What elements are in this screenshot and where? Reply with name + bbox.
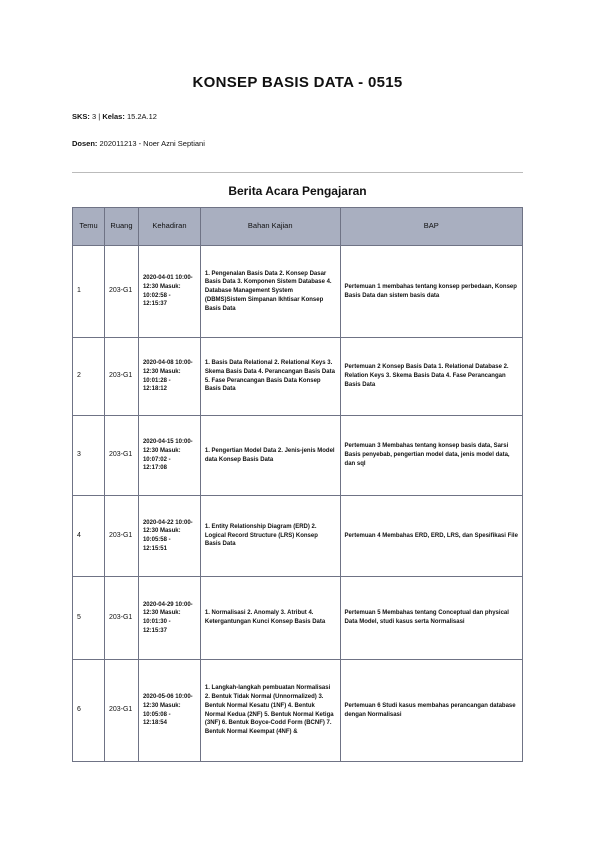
col-header-bap: BAP xyxy=(340,208,522,246)
cell-bap: Pertemuan 2 Konsep Basis Data 1. Relational Database 2. Relation Keys 3. Skema Basis Data 4. Fase Perancangan Basis Data xyxy=(340,338,522,416)
col-header-temu: Temu xyxy=(73,208,105,246)
divider xyxy=(72,172,523,173)
cell-ruang: 203-G1 xyxy=(104,338,138,416)
cell-ruang: 203-G1 xyxy=(104,577,138,660)
cell-temu: 2 xyxy=(73,338,105,416)
cell-kehadiran: 2020-04-08 10:00-12:30 Masuk: 10:01:28 - 12:18:12 xyxy=(138,338,200,416)
kelas-value: 15.2A.12 xyxy=(126,112,157,121)
col-header-bahan-kajian: Bahan Kajian xyxy=(200,208,340,246)
cell-temu: 6 xyxy=(73,660,105,762)
table-row xyxy=(73,246,523,338)
section-title: Berita Acara Pengajaran xyxy=(228,184,367,198)
cell-temu: 3 xyxy=(73,416,105,496)
table-row xyxy=(73,338,523,416)
cell-ruang: 203-G1 xyxy=(104,416,138,496)
cell-kehadiran: 2020-04-01 10:00-12:30 Masuk: 10:02:58 - 12:15:37 xyxy=(138,246,200,338)
cell-kehadiran: 2020-04-22 10:00-12:30 Masuk: 10:05:58 - 12:15:51 xyxy=(138,496,200,577)
cell-bap: Pertemuan 4 Membahas ERD, ERD, LRS, dan Spesifikasi File xyxy=(340,496,522,577)
cell-bahan-kajian: 1. Basis Data Relational 2. Relational Keys 3. Skema Basis Data 4. Perancangan Basis Data 5. Fase Perancangan Basis Data Konsep Basis Data xyxy=(200,338,340,416)
cell-temu: 5 xyxy=(73,577,105,660)
cell-bahan-kajian: 1. Langkah-langkah pembuatan Normalisasi 2. Bentuk Tidak Normal (Unnormalized) 3. Bentuk Normal Kesatu (1NF) 4. Bentuk Normal Kedua (2NF) 5. Bentuk Normal Ketiga (3NF) 6. Bentuk Boyce-Codd Form (BCNF) 7. Bentuk Normal Keempat (4NF) & xyxy=(200,660,340,762)
col-header-kehadiran: Kehadiran xyxy=(138,208,200,246)
cell-bahan-kajian: 1. Normalisasi 2. Anomaly 3. Atribut 4. Ketergantungan Kunci Konsep Basis Data xyxy=(200,577,340,660)
cell-kehadiran: 2020-05-06 10:00-12:30 Masuk: 10:05:08 - 12:18:54 xyxy=(138,660,200,762)
cell-bahan-kajian: 1. Pengertian Model Data 2. Jenis-jenis Model data Konsep Basis Data xyxy=(200,416,340,496)
table-header-row xyxy=(73,208,523,246)
cell-bap: Pertemuan 5 Membahas tentang Conceptual dan physical Data Model, studi kasus serta Normalisasi xyxy=(340,577,522,660)
cell-temu: 4 xyxy=(73,496,105,577)
table-row xyxy=(73,577,523,660)
table-row xyxy=(73,496,523,577)
bap-table xyxy=(72,207,523,762)
cell-bap: Pertemuan 3 Membahas tentang konsep basis data, Sarsi Basis penyebab, pengertian model data, jenis model data, dan sql xyxy=(340,416,522,496)
table-row xyxy=(73,660,523,762)
col-header-ruang: Ruang xyxy=(104,208,138,246)
cell-bahan-kajian: 1. Pengenalan Basis Data 2. Konsep Dasar Basis Data 3. Komponen Sistem Database 4. Database Management System (DBMS)Sistem Simpanan Ikhtisar Konsep Basis Data xyxy=(200,246,340,338)
cell-kehadiran: 2020-04-15 10:00-12:30 Masuk: 10:07:02 - 12:17:08 xyxy=(138,416,200,496)
sks-kelas-line xyxy=(72,112,157,121)
cell-bap: Pertemuan 6 Studi kasus membahas perancangan database dengan Normalisasi xyxy=(340,660,522,762)
dosen-line xyxy=(72,139,205,148)
cell-temu: 1 xyxy=(73,246,105,338)
cell-kehadiran: 2020-04-29 10:00-12:30 Masuk: 10:01:30 - 12:15:37 xyxy=(138,577,200,660)
meta-separator: | xyxy=(98,112,101,121)
dosen-value: 202011213 - Noer Azni Septiani xyxy=(99,139,205,148)
kelas-label: Kelas: xyxy=(102,112,125,121)
cell-ruang: 203-G1 xyxy=(104,496,138,577)
document-title: KONSEP BASIS DATA - 0515 xyxy=(192,74,403,91)
cell-ruang: 203-G1 xyxy=(104,246,138,338)
cell-bahan-kajian: 1. Entity Relationship Diagram (ERD) 2. Logical Record Structure (LRS) Konsep Basis Data xyxy=(200,496,340,577)
table-row xyxy=(73,416,523,496)
sks-value: 3 xyxy=(92,112,97,121)
cell-bap: Pertemuan 1 membahas tentang konsep perbedaan, Konsep Basis Data dan sistem basis data xyxy=(340,246,522,338)
dosen-label: Dosen: xyxy=(72,139,98,148)
cell-ruang: 203-G1 xyxy=(104,660,138,762)
sks-label: SKS: xyxy=(72,112,90,121)
